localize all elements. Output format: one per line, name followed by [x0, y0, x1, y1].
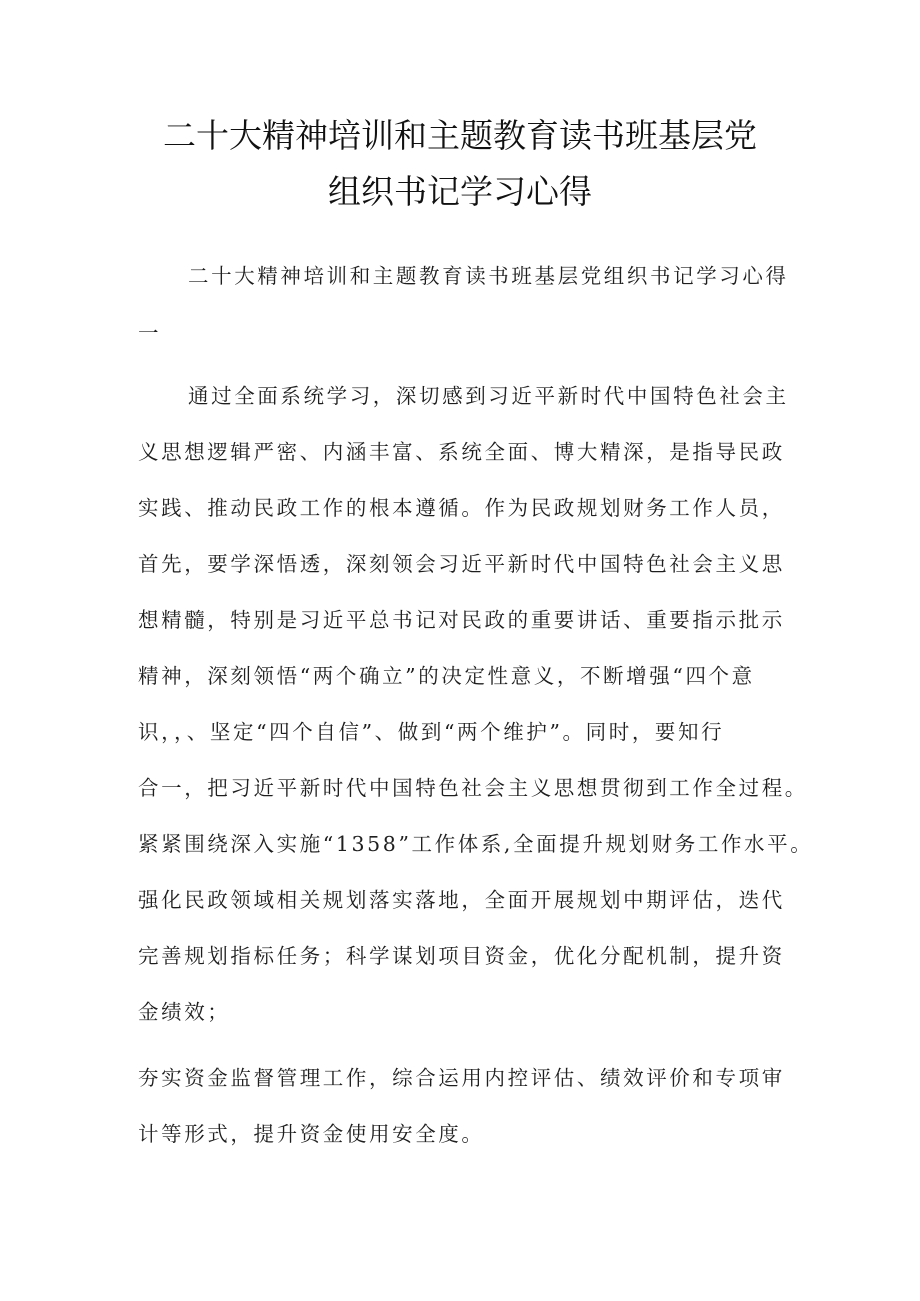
paragraph-line: 首先，要学深悟透，深刻领会习近平新时代中国特色社会主义思 [138, 552, 785, 576]
section-heading [138, 248, 818, 362]
section-heading-text: 二十大精神培训和主题教育读书班基层党组织书记学习心得 [188, 264, 789, 288]
paragraph-line: 紧紧围绕深入实施“1358”工作体系,全面提升规划财务工作水平。 [138, 832, 814, 856]
body-paragraph-1 [138, 368, 818, 1040]
paragraph-line: 想精髓，特别是习近平总书记对民政的重要讲话、重要指示批示 [138, 608, 785, 632]
paragraph-line: 识，，、坚定“四个自信”、做到“两个维护”。同时，要知行 [138, 720, 725, 744]
paragraph-line: 通过全面系统学习，深切感到习近平新时代中国特色社会主 [188, 384, 789, 408]
paragraph-line: 精神，深刻领悟“两个确立”的决定性意义，不断增强“四个意 [138, 664, 755, 688]
document-title [0, 108, 920, 220]
title-line: 二十大精神培训和主题教育读书班基层党 [163, 116, 757, 155]
paragraph-line: 计等形式，提升资金使用安全度。 [138, 1122, 485, 1146]
title-line: 组织书记学习心得 [328, 172, 592, 211]
paragraph-line: 合一，把习近平新时代中国特色社会主义思想贯彻到工作全过程。 [138, 776, 808, 800]
paragraph-line: 实践、推动民政工作的根本遵循。作为民政规划财务工作人员， [138, 496, 785, 520]
paragraph-line: 完善规划指标任务；科学谋划项目资金，优化分配机制，提升资 [138, 944, 785, 968]
section-heading-number: 一 [138, 321, 162, 345]
paragraph-line: 义思想逻辑严密、内涵丰富、系统全面、博大精深，是指导民政 [138, 440, 785, 464]
paragraph-line: 金绩效； [138, 1000, 231, 1024]
paragraph-line: 夯实资金监督管理工作，综合运用内控评估、绩效评价和专项审 [138, 1066, 785, 1090]
paragraph-line: 强化民政领域相关规划落实落地，全面开展规划中期评估，迭代 [138, 888, 785, 912]
body-paragraph-2 [138, 1050, 818, 1162]
